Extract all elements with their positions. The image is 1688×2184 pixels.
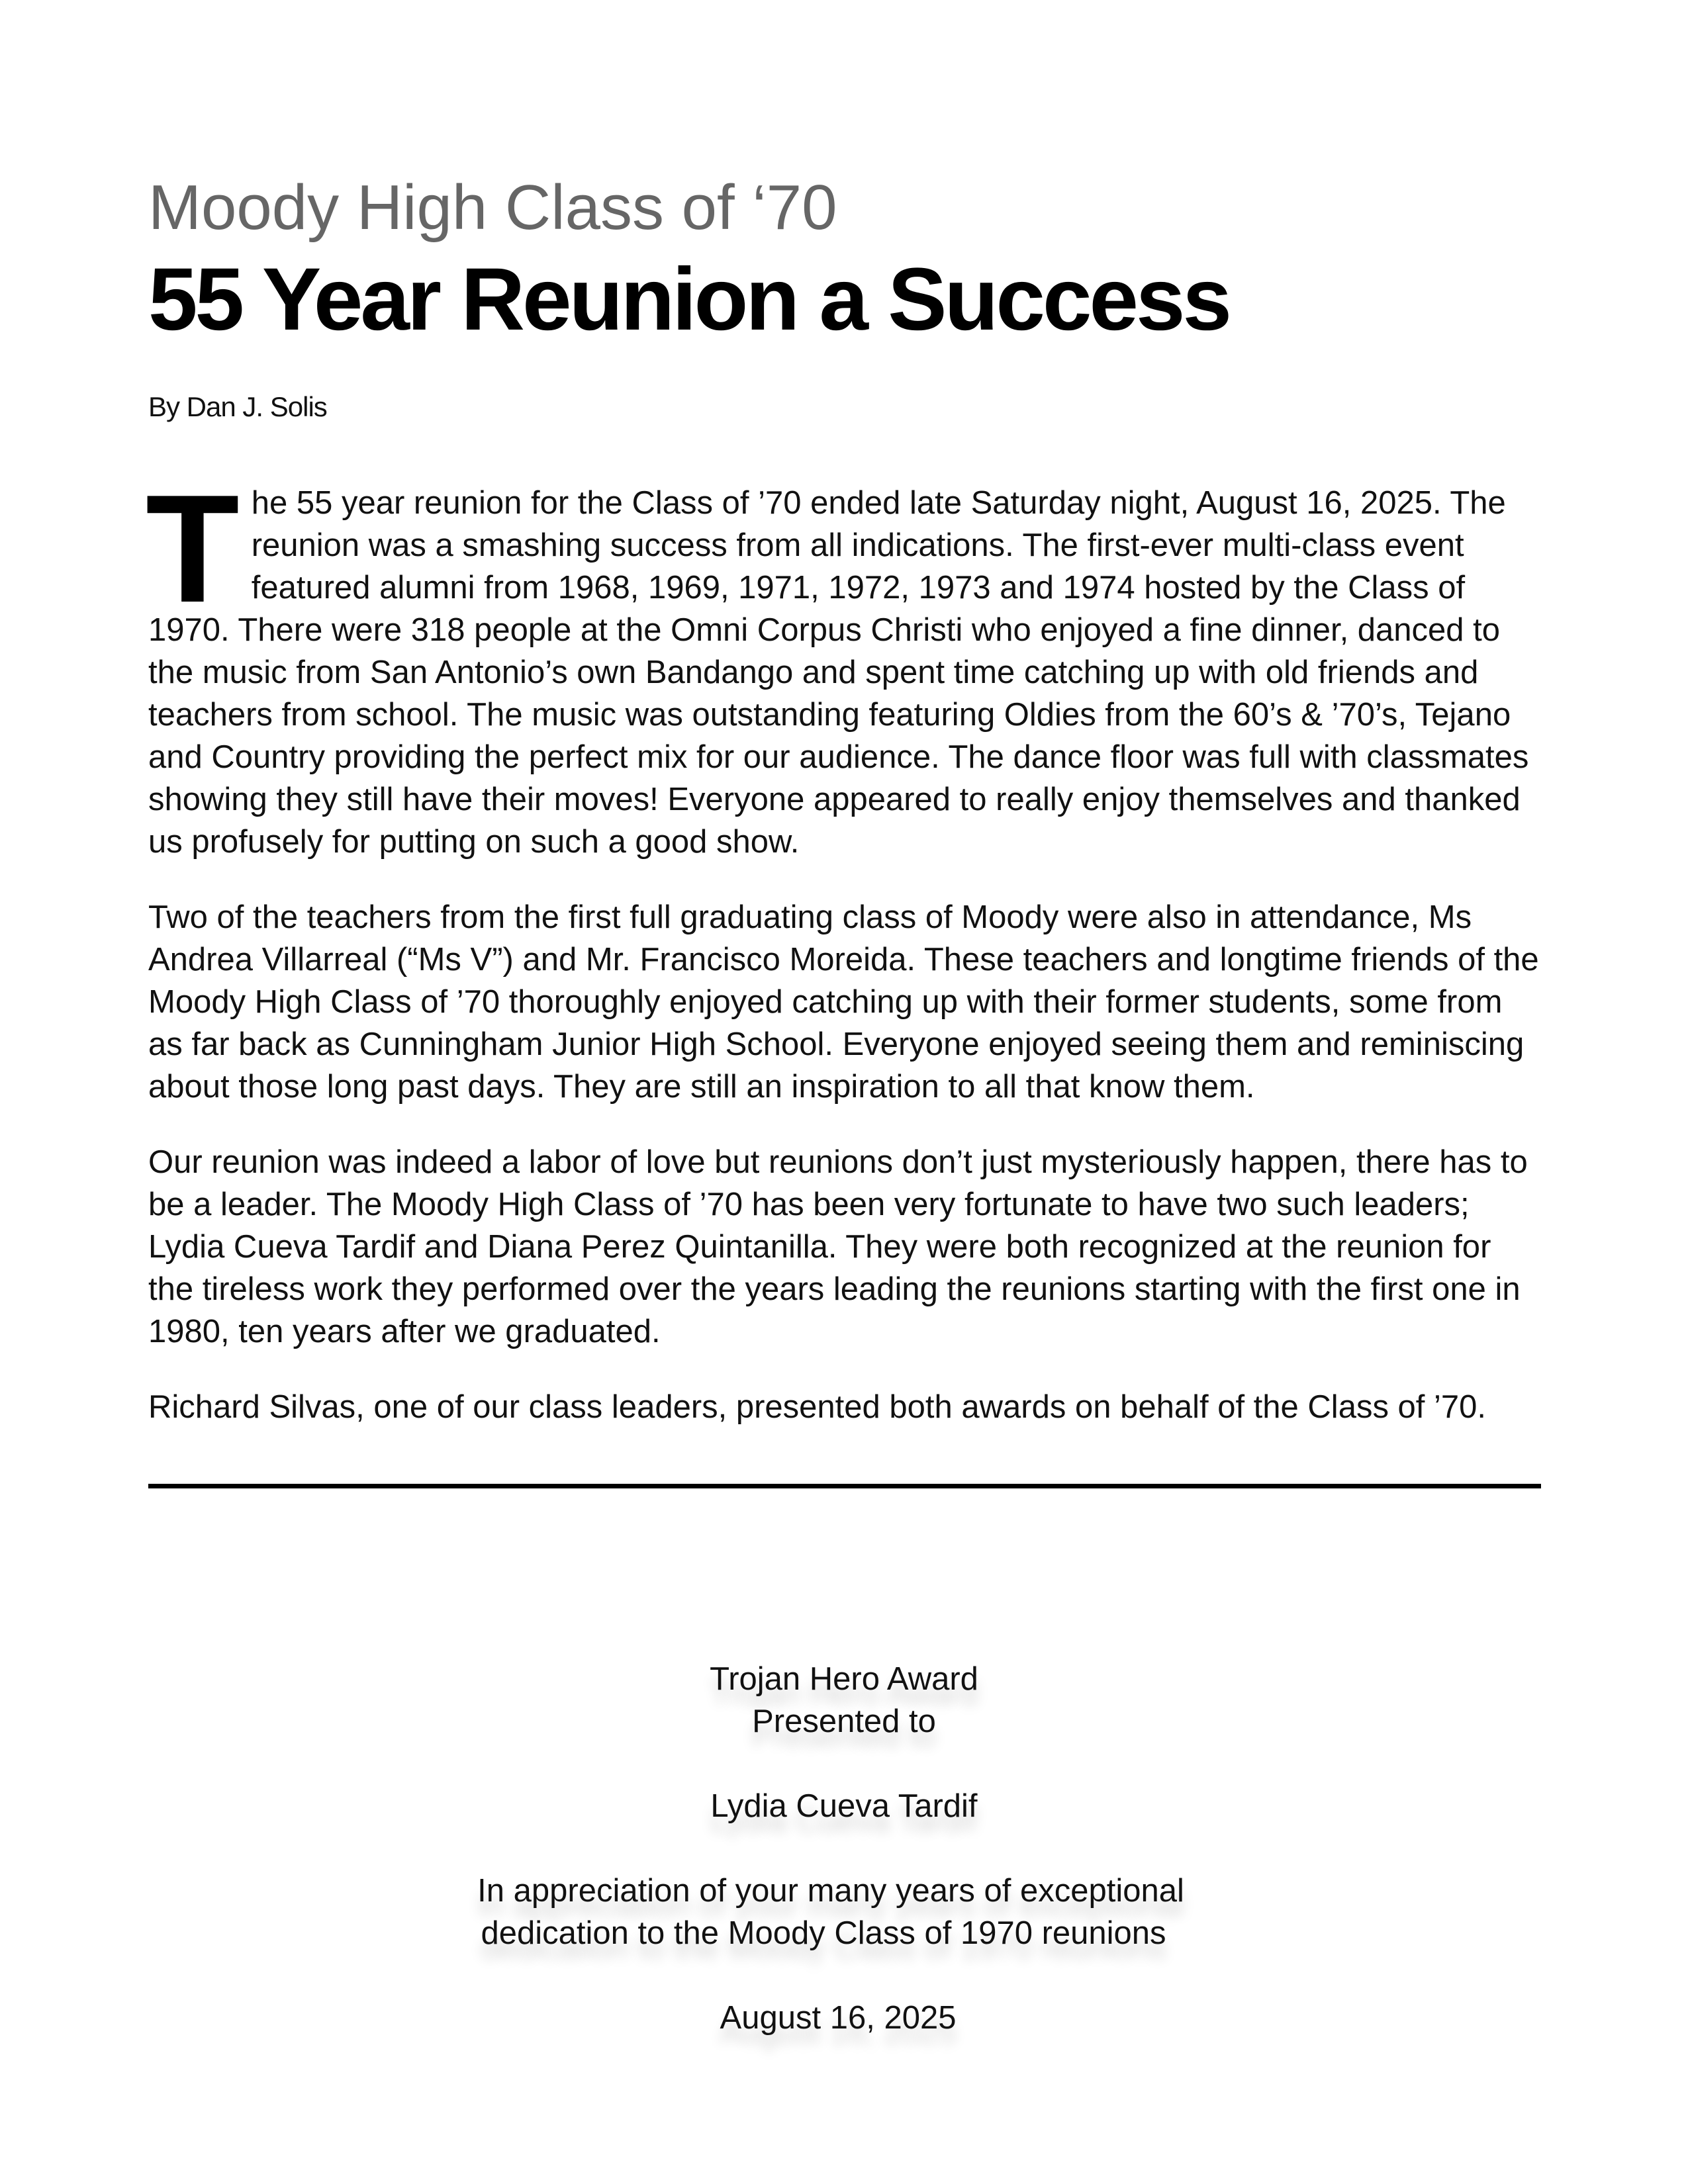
- paragraph-1: [146, 463, 1541, 863]
- article-headline: 55 Year Reunion a Success: [148, 250, 1230, 349]
- drop-cap: T: [146, 463, 240, 635]
- award-appreciation-line-2: dedication to the Moody Class of 1970 reunions: [481, 1915, 1166, 1951]
- paragraph-4: Richard Silvas, one of our class leaders, presented both awards on behalf of the Class of ’70.: [148, 1389, 1487, 1425]
- award-certificate: [0, 1658, 1688, 2039]
- section-divider: [148, 1484, 1541, 1488]
- award-spacer: [0, 1954, 1688, 1997]
- byline: By Dan J. Solis: [148, 391, 327, 422]
- award-date: August 16, 2025: [720, 2000, 957, 2036]
- paragraph-1-text: he 55 year reunion for the Class of ’70 ended late Saturday night, August 16, 2025. The reunion was a smashing success from all indications. The first-ever multi-class event featured alumni from 1968, 1969, 1971, 1972, 1973 and 1974 hosted by the Class of 1970. There were 318 people at the Omni Corpus Christi who enjoyed a fine dinner, danced to the music from San Antonio’s own Bandango and spent time catching up with old friends and teachers from school. The music was outstanding featuring Oldies from the 60’s & ’70’s, Tejano and Country providing the perfect mix for our audience. The dance floor was full with classmates showing they still have their moves! Everyone appeared to really enjoy themselves and thanked us profusely for putting on such a good show.: [148, 485, 1529, 860]
- award-spacer: [0, 1827, 1688, 1870]
- award-title: Trojan Hero Award: [710, 1661, 978, 1697]
- article-kicker: Moody High Class of ‘70: [148, 172, 837, 243]
- paragraph-3: Our reunion was indeed a labor of love but reunions don’t just mysteriously happen, there has to be a leader. The Moody High Class of ’70 has been very fortunate to have two such leaders; Lydia Cueva Tardif and Diana Perez Quintanilla. They were both recognized at the reunion for the tireless work they performed over the years leading the reunions starting with the first one in 1980, ten years after we graduated.: [148, 1144, 1528, 1349]
- article: [148, 171, 1541, 1488]
- award-spacer: [0, 1743, 1688, 1785]
- award-appreciation-line-1: In appreciation of your many years of exceptional: [477, 1873, 1184, 1909]
- award-recipient: Lydia Cueva Tardif: [710, 1788, 978, 1824]
- paragraph-2: Two of the teachers from the first full graduating class of Moody were also in attendance, Ms Andrea Villarreal (“Ms V”) and Mr. Francisco Moreida. These teachers and longtime friends of the Moody High Class of ’70 thoroughly enjoyed catching up with their former students, some from as far back as Cunningham Junior High School. Everyone enjoyed seeing them and reminiscing about those long past days. They are still an inspiration to all that know them.: [148, 899, 1539, 1105]
- award-presented-to: Presented to: [752, 1704, 936, 1739]
